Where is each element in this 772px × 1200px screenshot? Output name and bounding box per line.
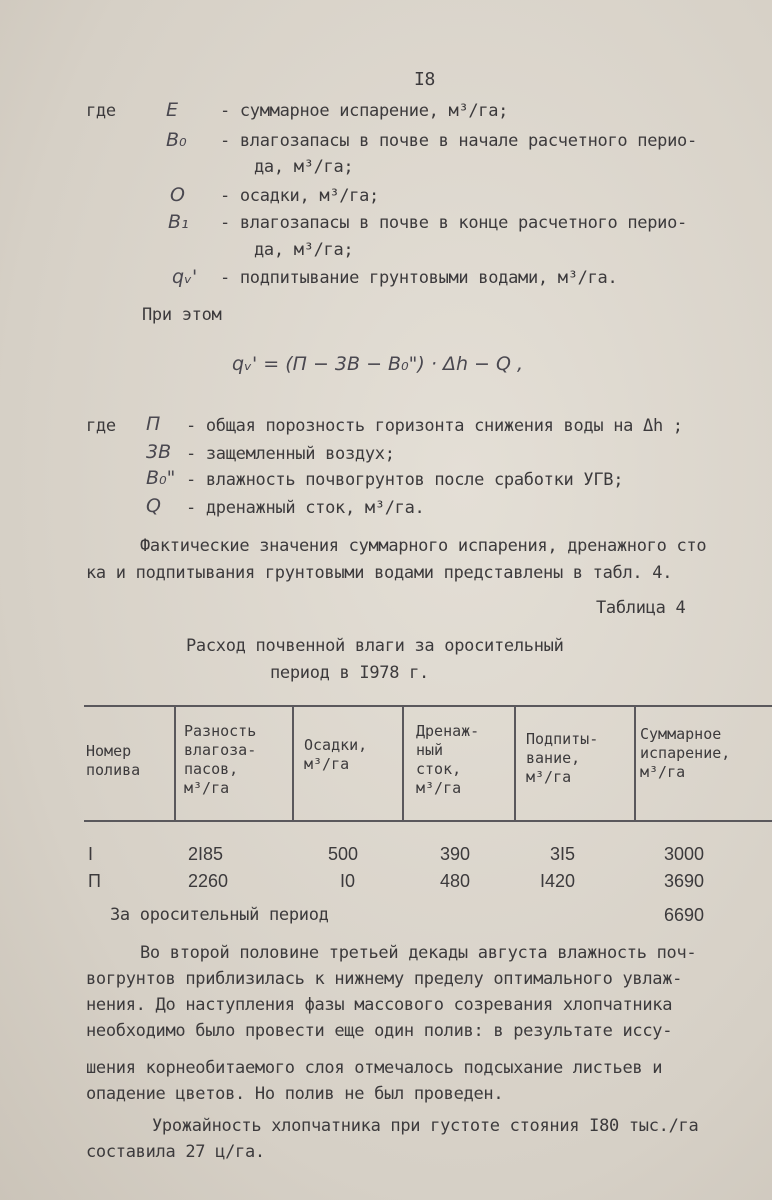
symbol-Q: Q (146, 495, 161, 517)
total-value: 6690 (664, 905, 705, 925)
def-q-line-1: - подпитывание грунтовыми водами, м³/га. (220, 268, 618, 288)
cell-r1-number: I (88, 844, 94, 864)
para2-line-5: шения корнеобитаемого слоя отмечалось подсыхание листьев и (86, 1058, 663, 1078)
table-header-rule (84, 820, 772, 822)
def-E-line-1: - суммарное испарение, м³/га; (220, 101, 509, 121)
th-total-evaporation: Суммарное испарение, м³/га (640, 725, 731, 781)
symbol-q: qᵥ' (172, 266, 198, 288)
cell-r1-moisture: 2I85 (188, 844, 224, 864)
th-drainage: Дренаж- ный сток, м³/га (416, 722, 480, 797)
page-number: I8 (414, 69, 436, 90)
cell-r1-precip: 500 (328, 844, 359, 864)
def-B0-dprime-text: - влажность почвогрунтов после сработки УГВ; (186, 470, 624, 490)
col-divider-2 (292, 707, 294, 820)
symbol-3B: 3B (146, 441, 172, 463)
th-groundwater-supply: Подпиты- вание, м³/га (526, 730, 599, 786)
cell-r2-precip: I0 (340, 871, 356, 891)
table-title-line-2: период в I978 г. (270, 663, 429, 683)
def-B0-line-1: - влагозапасы в почве в начале расчетного перио- (220, 131, 697, 151)
def-B0-line-2: да, м³/га; (254, 157, 354, 177)
at-that-label: При этом (142, 305, 222, 325)
col-divider-3 (402, 707, 404, 820)
symbol-O: O (170, 184, 185, 206)
def-P-text: - общая порозность горизонта снижения воды на Δh ; (186, 416, 683, 436)
col-divider-1 (174, 707, 176, 820)
th-precipitation: Осадки, м³/га (304, 736, 368, 773)
def-3B-text: - защемленный воздух; (186, 444, 395, 464)
table-title-line-1: Расход почвенной влаги за оросительный (186, 636, 564, 656)
where-label-2: где (86, 416, 116, 436)
table-top-rule (84, 705, 772, 707)
para2-line-1: Во второй половине третьей декады августа влажность поч- (140, 943, 697, 963)
cell-r1-evap: 3000 (664, 844, 705, 864)
para1-line-2: ка и подпитывания грунтовыми водами представлены в табл. 4. (86, 563, 673, 583)
where-label-1: где (86, 101, 116, 121)
formula: qᵥ' = (П − 3B − B₀") · Δh − Q , (232, 353, 524, 375)
para3-line-1: Урожайность хлопчатника при густоте стояния I80 тыс./га (152, 1116, 699, 1136)
para3-line-2: составила 27 ц/га. (86, 1142, 265, 1162)
para1-line-1: Фактические значения суммарного испарения, дренажного сто (140, 536, 707, 556)
cell-r2-supply: I420 (540, 871, 576, 891)
cell-r2-moisture: 2260 (188, 871, 229, 891)
col-divider-5 (634, 707, 636, 820)
symbol-B0-dprime: B₀" (146, 467, 176, 489)
def-O-line-1: - осадки, м³/га; (220, 186, 379, 206)
col-divider-4 (514, 707, 516, 820)
total-label: За оросительный период (110, 905, 329, 925)
para2-line-4: необходимо было провести еще один полив: в результате иссу- (86, 1021, 673, 1041)
symbol-B0: B₀ (166, 129, 187, 151)
def-B1-line-2: да, м³/га; (254, 240, 354, 260)
cell-r1-supply: 3I5 (550, 844, 576, 864)
cell-r2-drainage: 480 (440, 871, 471, 891)
table-label: Таблица 4 (596, 598, 686, 618)
th-irrigation-number: Номер полива (86, 742, 141, 779)
para2-line-6: опадение цветов. Но полив не был проведен. (86, 1084, 504, 1104)
symbol-E: E (166, 99, 179, 121)
para2-line-3: нения. До наступления фазы массового созревания хлопчатника (86, 995, 673, 1015)
def-Q-text: - дренажный сток, м³/га. (186, 498, 425, 518)
para2-line-2: вогрунтов приблизилась к нижнему пределу оптимального увлаж- (86, 969, 683, 989)
symbol-B1: B₁ (168, 211, 189, 233)
symbol-P: П (146, 413, 161, 435)
cell-r2-number: П (88, 871, 101, 891)
cell-r1-drainage: 390 (440, 844, 471, 864)
cell-r2-evap: 3690 (664, 871, 705, 891)
th-moisture-diff: Разность влагоза- пасов, м³/га (184, 722, 257, 797)
def-B1-line-1: - влагозапасы в почве в конце расчетного перио- (220, 213, 687, 233)
